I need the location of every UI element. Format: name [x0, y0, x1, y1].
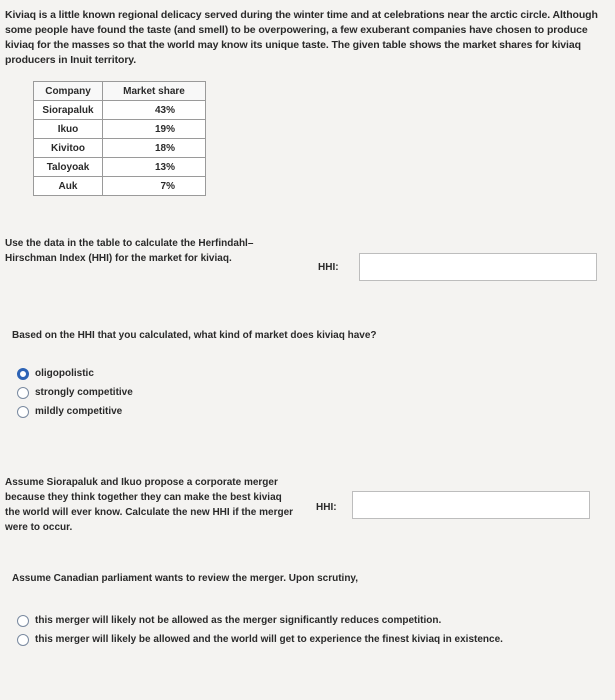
option-merger-not-allowed[interactable]	[17, 611, 503, 630]
table-header-market-share: Market share	[103, 82, 206, 101]
company-cell: Auk	[34, 177, 103, 196]
table-row	[34, 101, 206, 120]
question-1-text: Use the data in the table to calculate the Herfindahl–Hirschman Index (HHI) for the market for kiviaq.	[5, 238, 254, 264]
table-row	[34, 177, 206, 196]
question-3-text: Assume Siorapaluk and Ikuo propose a corporate merger because they think together they can make the best kiviaq the world will ever know. Calculate the new HHI if the merger were to occur.	[5, 477, 294, 533]
table-row	[34, 158, 206, 177]
market-share-table	[33, 81, 206, 196]
option-label: oligopolistic	[35, 368, 94, 379]
intro-paragraph: Kiviaq is a little known regional delicacy served during the winter time and at celebrations near the arctic circle. Although some people have found the taste (and smell) to be overpowering, a few exuberant companies have chosen to produce kiviaq for the masses so that the world may know its unique taste. The given table shows the market shares for kiviaq producers in Inuit territory.	[5, 9, 598, 66]
option-label: this merger will likely not be allowed as the merger significantly reduces competition.	[35, 615, 442, 626]
option-oligopolistic[interactable]	[17, 364, 133, 383]
share-cell: 43%	[103, 101, 206, 120]
market-type-options	[17, 364, 133, 421]
company-cell: Ikuo	[34, 120, 103, 139]
option-label: this merger will likely be allowed and the world will get to experience the finest kiviaq in existence.	[35, 634, 503, 645]
question-4-text: Assume Canadian parliament wants to review the merger. Upon scrutiny,	[12, 573, 359, 584]
option-merger-allowed[interactable]	[17, 630, 503, 649]
merger-options	[17, 611, 503, 649]
radio-icon[interactable]	[17, 634, 29, 646]
hhi-label-1: HHI:	[318, 262, 339, 273]
option-strongly-competitive[interactable]	[17, 383, 133, 402]
share-cell: 13%	[103, 158, 206, 177]
option-label: mildly competitive	[35, 406, 123, 417]
option-mildly-competitive[interactable]	[17, 402, 133, 421]
table-row	[34, 139, 206, 158]
radio-icon[interactable]	[17, 406, 29, 418]
company-cell: Siorapaluk	[34, 101, 103, 120]
share-cell: 7%	[103, 177, 206, 196]
radio-icon[interactable]	[17, 387, 29, 399]
hhi-input-2[interactable]	[352, 491, 590, 519]
share-cell: 18%	[103, 139, 206, 158]
share-cell: 19%	[103, 120, 206, 139]
question-2-text: Based on the HHI that you calculated, what kind of market does kiviaq have?	[12, 330, 377, 341]
table-header-company: Company	[34, 82, 103, 101]
table-row	[34, 120, 206, 139]
option-label: strongly competitive	[35, 387, 133, 398]
company-cell: Taloyoak	[34, 158, 103, 177]
hhi-label-2: HHI:	[316, 502, 337, 513]
company-cell: Kivitoo	[34, 139, 103, 158]
radio-selected-icon[interactable]	[17, 368, 29, 380]
hhi-input-1[interactable]	[359, 253, 597, 281]
radio-icon[interactable]	[17, 615, 29, 627]
